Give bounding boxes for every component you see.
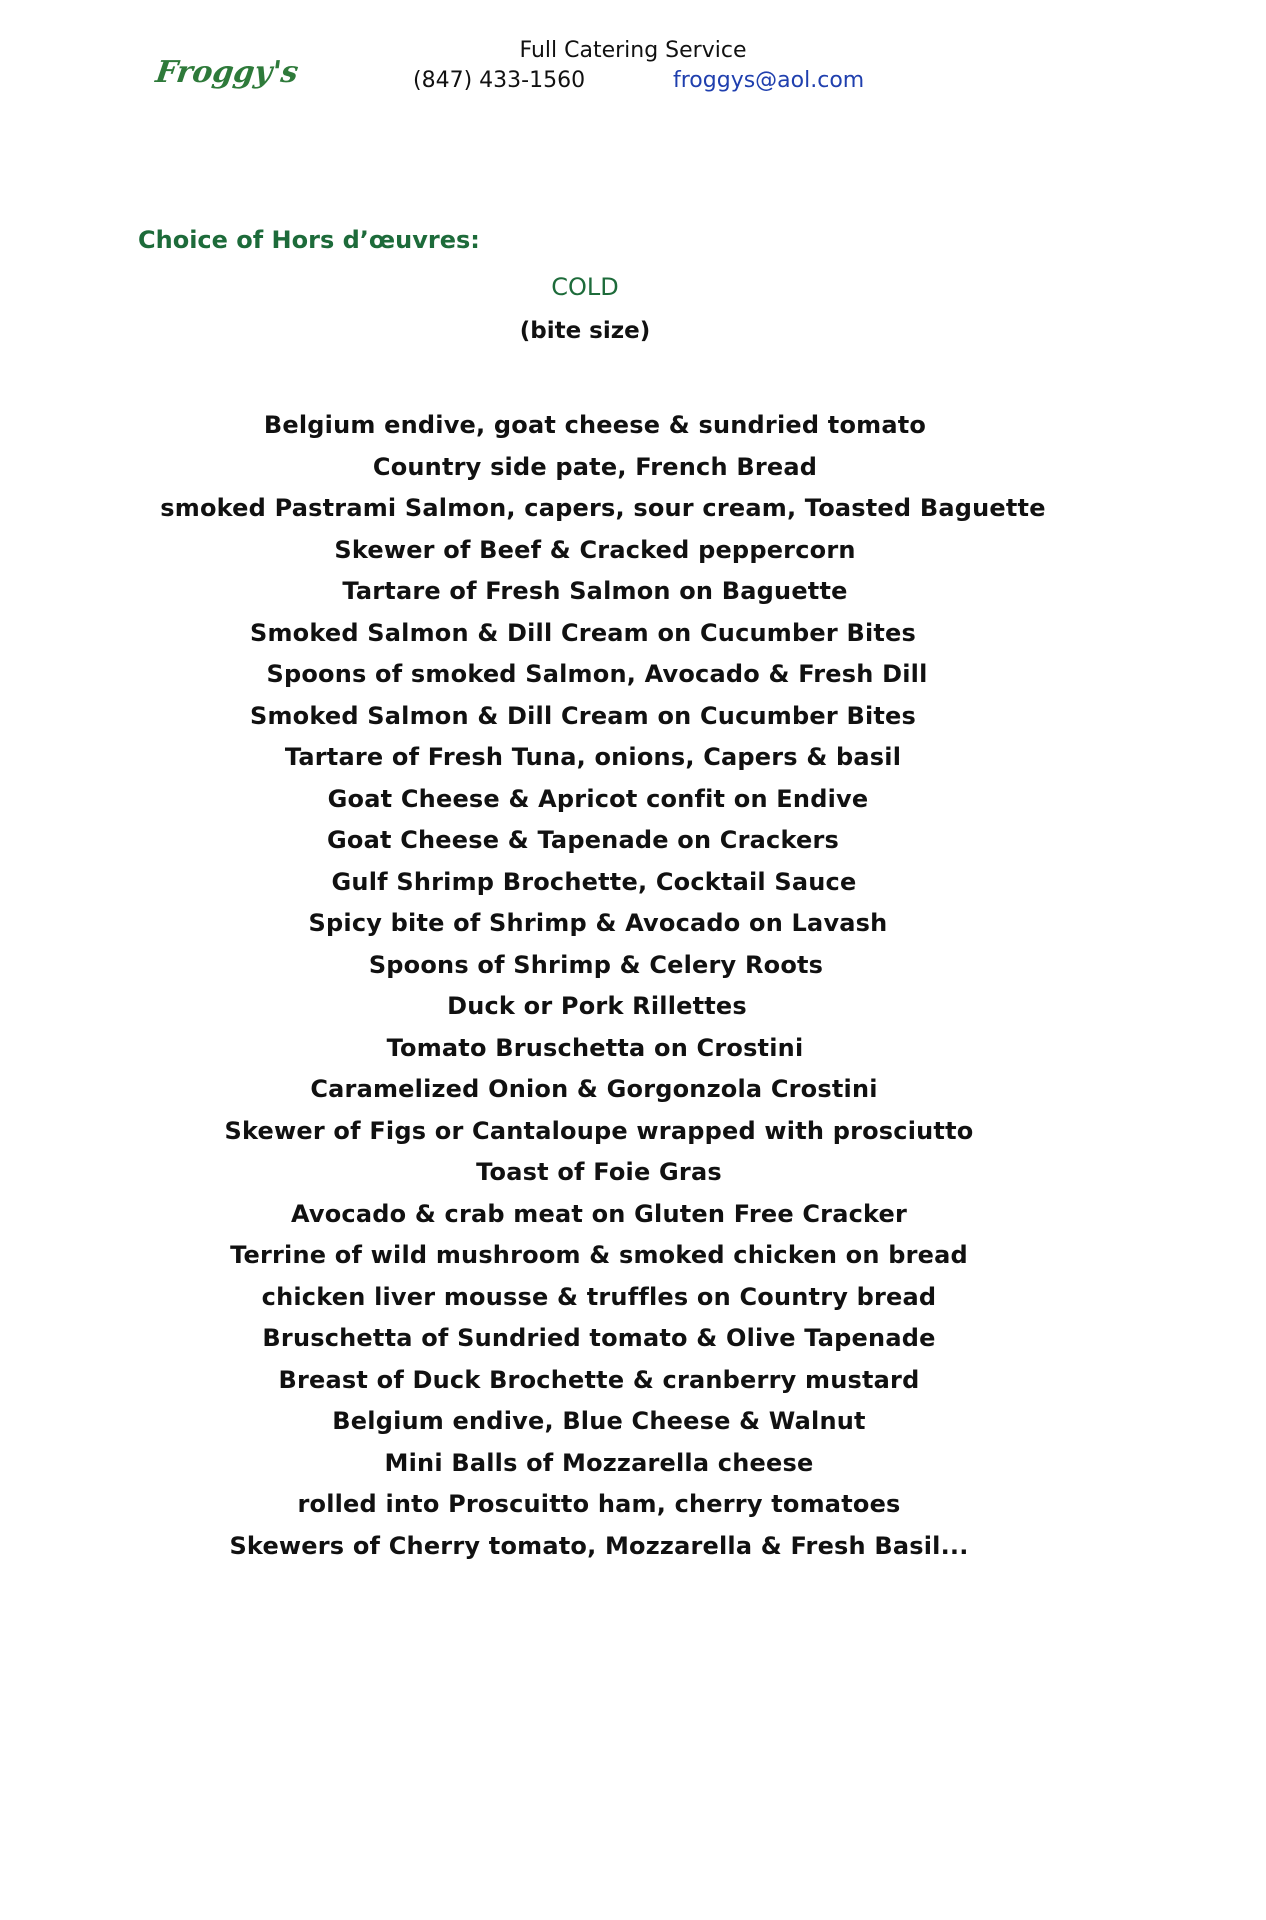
- category-heading: COLD: [551, 273, 619, 301]
- menu-item: Bruschetta of Sundried tomato & Olive Tapenade: [262, 1324, 936, 1352]
- menu-item-list: [0, 405, 1166, 1567]
- menu-item: Mini Balls of Mozzarella cheese: [384, 1448, 814, 1477]
- menu-item: Avocado & crab meat on Gluten Free Cracker: [290, 1199, 908, 1228]
- menu-item: Belgium endive, Blue Cheese & Walnut: [332, 1407, 866, 1435]
- menu-item: Skewer of Figs or Cantaloupe wrapped with prosciutto: [224, 1116, 974, 1145]
- menu-item: Gulf Shrimp Brochette, Cocktail Sauce: [331, 867, 857, 896]
- menu-item: Goat Cheese & Tapenade on Crackers: [326, 826, 839, 854]
- menu-item: Smoked Salmon & Dill Cream on Cucumber Bites: [249, 618, 917, 647]
- email-link[interactable]: froggys@aol.com: [673, 68, 865, 93]
- menu-item: Caramelized Onion & Gorgonzola Crostini: [310, 1075, 878, 1103]
- menu-item: Smoked Salmon & Dill Cream on Cucumber Bites: [249, 701, 917, 730]
- menu-item: Spoons of Shrimp & Celery Roots: [368, 950, 824, 979]
- menu-item: smoked Pastrami Salmon, capers, sour cream, Toasted Baguette: [160, 494, 1046, 522]
- menu-item: Terrine of wild mushroom & smoked chicken on bread: [230, 1241, 968, 1269]
- menu-item: rolled into Proscuitto ham, cherry tomatoes: [297, 1490, 901, 1518]
- menu-item: Skewer of Beef & Cracked peppercorn: [334, 535, 856, 564]
- menu-item: Tartare of Fresh Salmon on Baguette: [342, 577, 848, 605]
- menu-item: Duck or Pork Rillettes: [447, 992, 747, 1020]
- menu-item: Spicy bite of Shrimp & Avocado on Lavash: [308, 909, 888, 937]
- menu-item: Breast of Duck Brochette & cranberry mustard: [278, 1365, 920, 1394]
- category-note: (bite size): [519, 318, 651, 344]
- catering-tagline: Full Catering Service: [519, 38, 747, 63]
- menu-item: Tomato Bruschetta on Crostini: [386, 1033, 804, 1062]
- menu-item: Skewers of Cherry tomato, Mozzarella & Fresh Basil...: [229, 1531, 969, 1560]
- logo-wordmark: Froggy's: [153, 55, 301, 90]
- menu-item: Spoons of smoked Salmon, Avocado & Fresh Dill: [266, 660, 928, 688]
- menu-item: chicken liver mousse & truffles on Country bread: [261, 1282, 937, 1311]
- menu-item: Toast of Foie Gras: [476, 1158, 722, 1186]
- phone-number: (847) 433-1560: [413, 68, 586, 93]
- menu-item: Tartare of Fresh Tuna, onions, Capers & basil: [284, 743, 902, 771]
- section-title: Choice of Hors d’œuvres:: [138, 226, 480, 254]
- menu-item: Belgium endive, goat cheese & sundried tomato: [263, 411, 927, 439]
- menu-item: Goat Cheese & Apricot confit on Endive: [327, 784, 869, 813]
- menu-item: Country side pate, French Bread: [372, 452, 818, 481]
